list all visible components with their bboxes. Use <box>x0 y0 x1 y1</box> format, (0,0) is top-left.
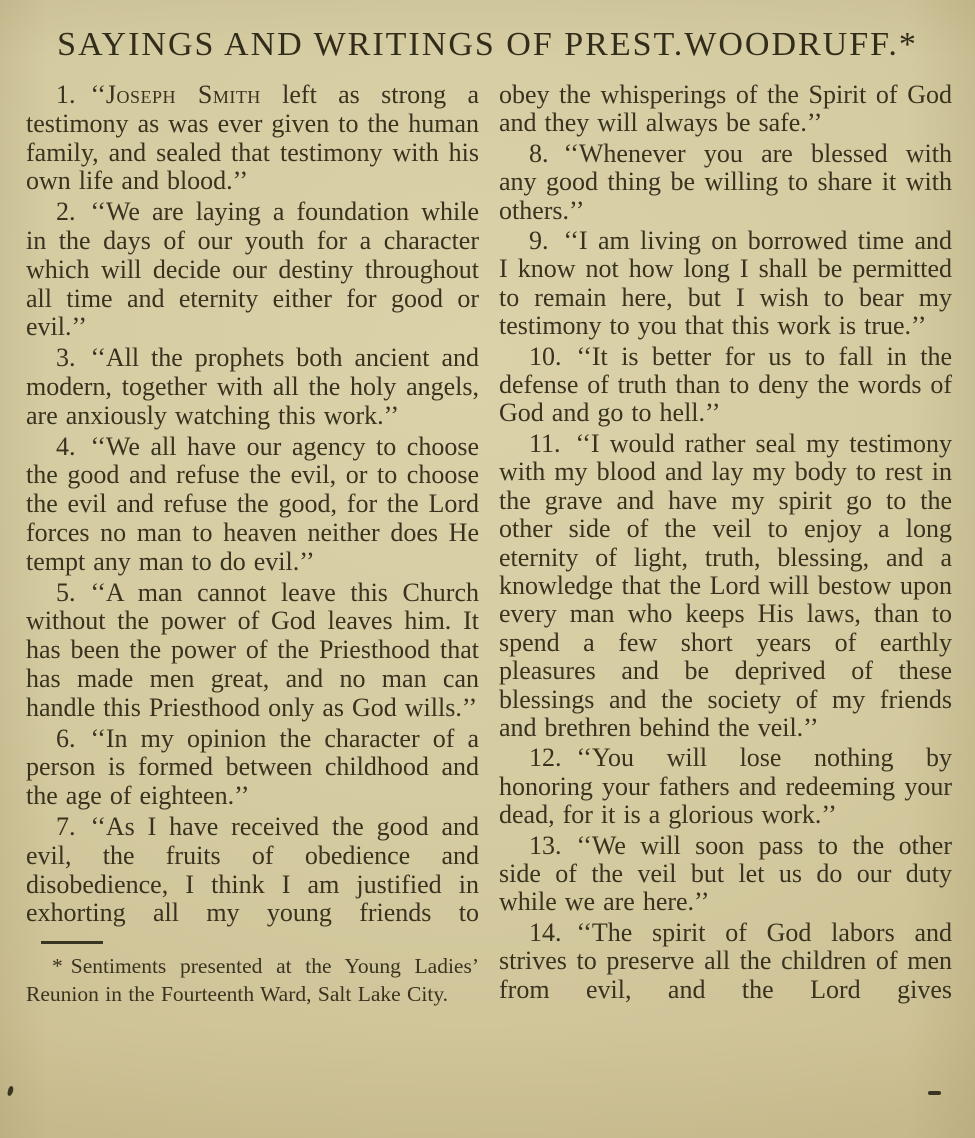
paragraph-number: 11. <box>529 428 561 458</box>
paragraph-text: ‘‘We will soon pass to the other side of the veil but let us do our duty while we are here.’’ <box>499 830 952 917</box>
left-column <box>26 81 479 1008</box>
paragraph-text: ‘‘As I have received the good and evil, the fruits of obedience and disobedience, I think I am justified in exhorting all my young friends to <box>26 811 479 928</box>
paragraph-number: 7. <box>56 811 76 841</box>
paragraph-number: 6. <box>56 723 76 753</box>
asterisk-footnote-marker: * <box>52 954 63 979</box>
footnote <box>26 953 479 1008</box>
paragraph-number: 2. <box>56 197 76 227</box>
right-column <box>499 81 952 1008</box>
paragraph-text: ‘‘In my opinion the character of a person is formed between childhood and the age of eighteen.’’ <box>26 723 479 811</box>
paragraph-number: 5. <box>56 577 76 607</box>
paragraph-text: ‘‘A man cannot leave this Church without the power of God leaves him. It has been the power of the Priesthood that has made men great, and no man can handle this Priesthood only as God wills.’’ <box>26 577 479 722</box>
paragraph-text: ‘‘You will lose nothing by honoring your fathers and redeeming your dead, for it is a glorious work.’’ <box>499 743 952 830</box>
paragraph-13 <box>499 832 952 917</box>
scan-speck-right <box>928 1091 941 1095</box>
paragraph-text: left as strong a testimony as was ever given to the human family, and sealed that testimony with his own life and blood.’’ <box>26 80 480 196</box>
paragraph-number: 13. <box>529 830 562 860</box>
two-column-text-block <box>0 64 975 1008</box>
paragraph-1 <box>26 81 479 196</box>
paragraph-number: 10. <box>529 341 562 371</box>
paragraph-text: ‘‘We all have our agency to choose the good and refuse the evil, or to choose the evil and refuse the good, for the Lord forces no man to heaven neither does He tempt any man to do evil.’’ <box>26 431 479 576</box>
open-quote: ‘‘ <box>90 80 106 109</box>
paragraph-11 <box>499 430 952 742</box>
paragraph-5 <box>26 579 479 723</box>
footnote-text: Sentiments presented at the Young Ladies’ Reunion in the Fourteenth Ward, Salt Lake City. <box>26 954 479 1006</box>
paragraph-12 <box>499 744 952 829</box>
paragraph-number: 8. <box>529 138 549 168</box>
page-title: SAYINGS AND WRITINGS OF PREST.WOODRUFF.* <box>57 26 918 63</box>
paragraph-text: ‘‘It is better for us to fall in the defense of truth than to deny the words of God and go to hell.’’ <box>499 341 952 428</box>
paragraph-14 <box>499 919 952 1004</box>
paragraph-number: 9. <box>529 226 549 256</box>
paragraph-text: obey the whisperings of the Spirit of God and they will always be safe.’’ <box>499 80 952 138</box>
scan-speck-left <box>7 1086 14 1097</box>
paragraph-text: ‘‘Whenever you are blessed with any good thing be willing to share it with others.’’ <box>499 138 952 225</box>
paragraph-9 <box>499 227 952 341</box>
paragraph-number: 12. <box>529 743 562 773</box>
paragraph-10 <box>499 343 952 428</box>
paragraph-2 <box>26 198 479 342</box>
paragraph-text: ‘‘All the prophets both ancient and modern, together with all the holy angels, are anxiously watching this work.’’ <box>26 343 479 430</box>
paragraph-7 <box>26 813 479 928</box>
paragraph-6 <box>26 725 479 811</box>
paragraph-3 <box>26 344 479 430</box>
paragraph-7-continuation <box>499 81 952 138</box>
paragraph-text: ‘‘I would rather seal my testimony with my blood and lay my body to rest in the grave and have my spirit go to the other side of the veil to enjoy a long eternity of light, truth, blessing, and a knowledge that the Lord will bestow upon every man who keeps His laws, than to spend a few short years of earthly pleasures and be deprived of these blessings and the society of my friends and brethren behind the veil.’’ <box>499 428 952 742</box>
paragraph-4 <box>26 433 479 577</box>
paragraph-number: 4. <box>56 431 76 461</box>
joseph-smith-smallcaps: Joseph Smith <box>105 80 261 109</box>
paragraph-text: ‘‘We are laying a foundation while in the days of our youth for a character which will decide our destiny throughout all time and eternity either for good or evil.’’ <box>26 197 479 342</box>
paragraph-number: 3. <box>56 343 76 373</box>
paragraph-number: 1. <box>56 80 76 109</box>
footnote-block <box>26 941 479 1008</box>
footnote-rule <box>41 941 103 944</box>
paragraph-text: ‘‘The spirit of God labors and strives to preserve all the children of men from evil, and the Lord gives <box>499 917 952 1004</box>
paragraph-text: ‘‘I am living on borrowed time and I know not how long I shall be permitted to remain here, but I wish to bear my testimony to you that this work is true.’’ <box>499 226 952 341</box>
paragraph-number: 14. <box>529 917 562 947</box>
paragraph-8 <box>499 140 952 225</box>
